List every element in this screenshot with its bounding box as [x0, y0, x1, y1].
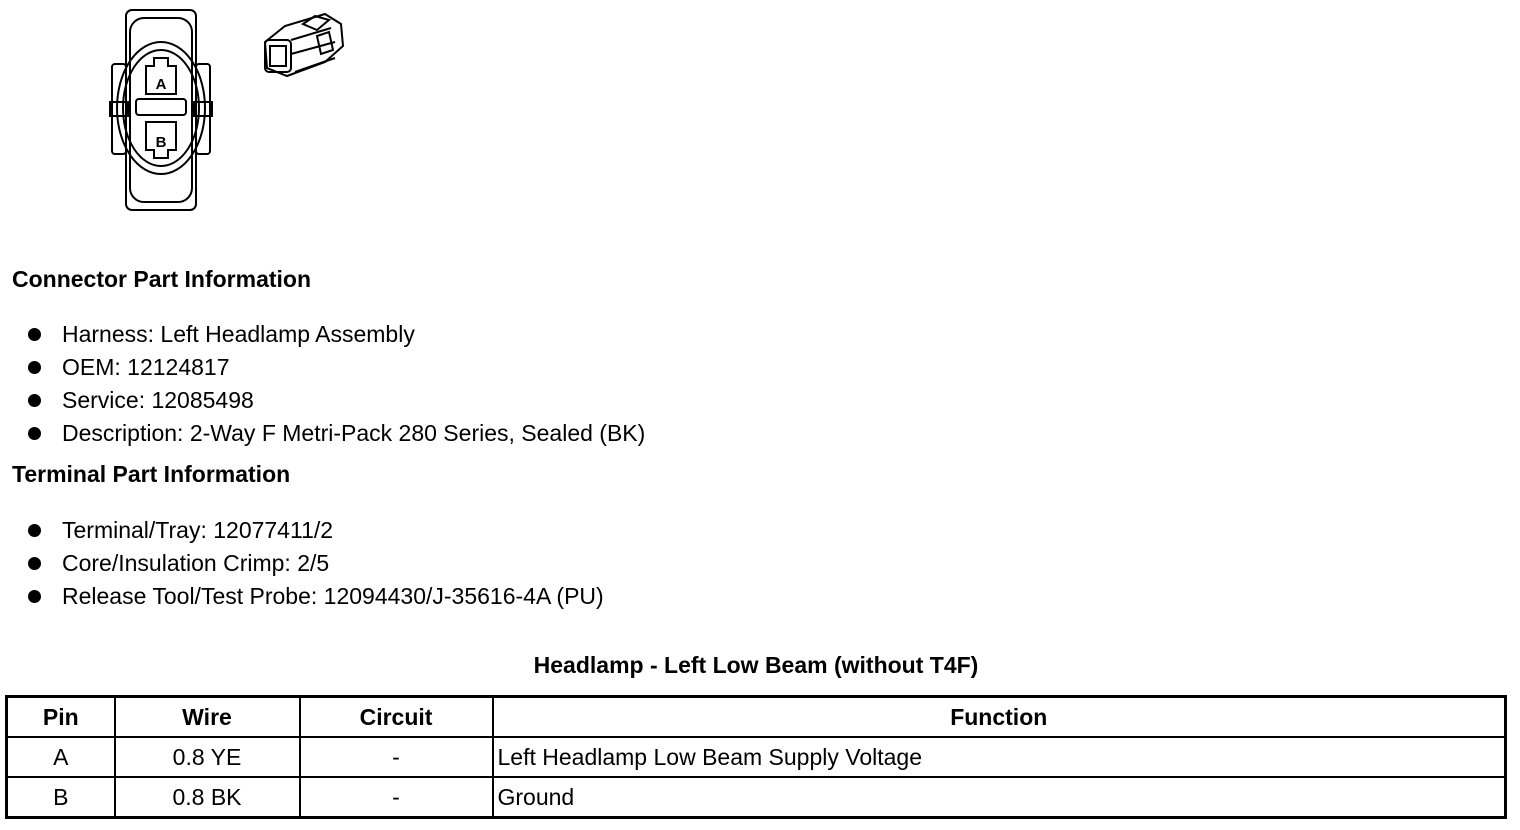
wire-cell: 0.8 BK	[115, 777, 300, 818]
function-cell: Left Headlamp Low Beam Supply Voltage	[493, 737, 1506, 777]
list-item: Service: 12085498	[28, 384, 645, 417]
list-item: Terminal/Tray: 12077411/2	[28, 514, 604, 547]
pin-table-title: Headlamp - Left Low Beam (without T4F)	[533, 652, 979, 678]
bullet-icon	[28, 590, 41, 603]
bullet-icon	[28, 328, 41, 341]
table-header-row	[7, 697, 1506, 738]
list-item: Core/Insulation Crimp: 2/5	[28, 547, 604, 580]
pin-label-a: A	[155, 76, 167, 93]
connector-part-heading: Connector Part Information	[12, 266, 312, 292]
bullet-icon	[28, 524, 41, 537]
list-item: Description: 2-Way F Metri-Pack 280 Series, Sealed (BK)	[28, 417, 645, 450]
circuit-cell: -	[300, 737, 493, 777]
column-header-pin: Pin	[7, 697, 115, 738]
wire-cell: 0.8 YE	[115, 737, 300, 777]
pin-label-b: B	[155, 134, 167, 151]
connector-face-diagram	[100, 6, 220, 216]
column-header-circuit: Circuit	[300, 697, 493, 738]
bullet-icon	[28, 557, 41, 570]
bullet-icon	[28, 361, 41, 374]
terminal-part-heading: Terminal Part Information	[12, 461, 291, 487]
list-item: OEM: 12124817	[28, 351, 645, 384]
circuit-cell: -	[300, 777, 493, 818]
terminal-part-list	[28, 514, 604, 613]
bullet-icon	[28, 394, 41, 407]
list-item: Release Tool/Test Probe: 12094430/J-35616-4A (PU)	[28, 580, 604, 613]
table-row	[7, 777, 1506, 818]
bullet-icon	[28, 427, 41, 440]
pin-cell: A	[7, 737, 115, 777]
pin-cell: B	[7, 777, 115, 818]
connector-part-list	[28, 318, 645, 450]
column-header-wire: Wire	[115, 697, 300, 738]
table-row	[7, 737, 1506, 777]
connector-isometric-diagram	[255, 6, 355, 86]
column-header-function: Function	[493, 697, 1506, 738]
function-cell: Ground	[493, 777, 1506, 818]
list-item: Harness: Left Headlamp Assembly	[28, 318, 645, 351]
pin-table	[5, 695, 1507, 819]
